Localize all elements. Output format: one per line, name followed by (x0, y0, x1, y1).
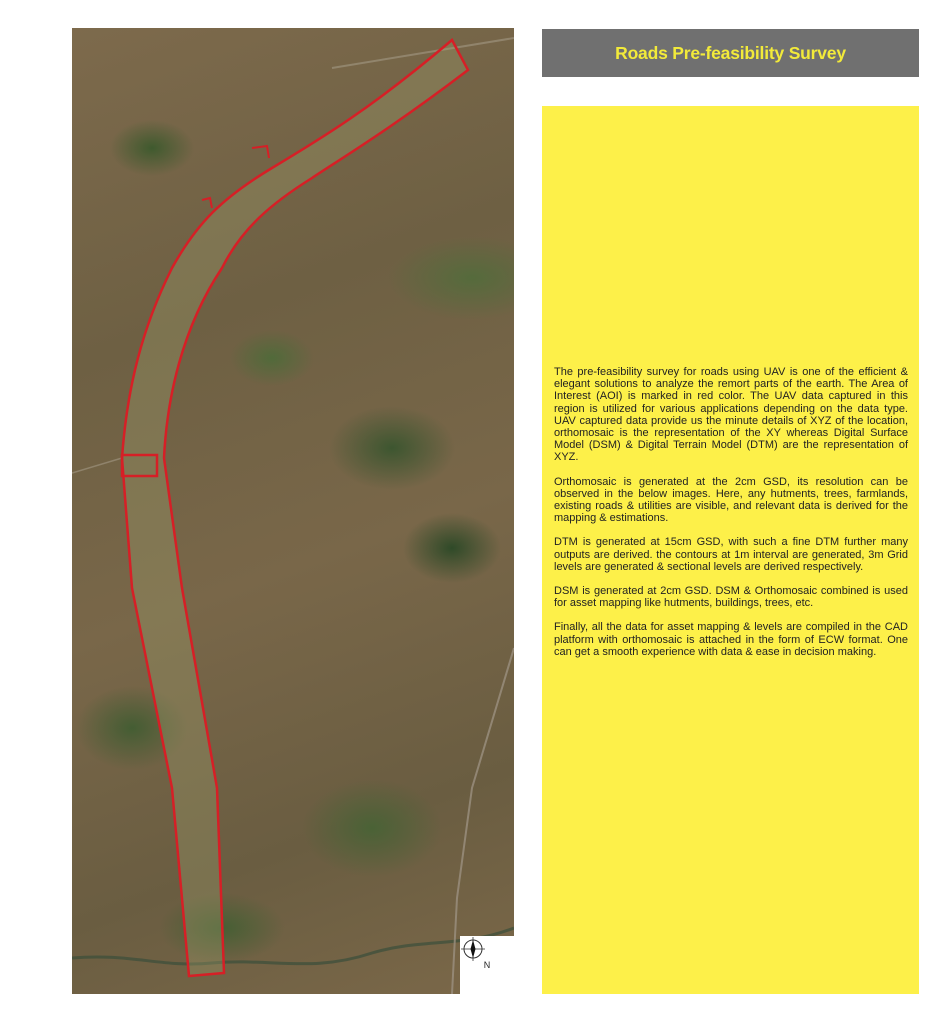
paragraph-overview: The pre-feasibility survey for roads using UAV is one of the efficient & elegant solutions to analyze the remort parts of the earth. The Area of Interest (AOI) is marked in red color. The UAV data captured in this region is utilized for various applications depending on the data type. UAV captured data provide us the minute details of XYZ of the location, orthomosaic is the representation of the XY whereas Digital Surface Model (DSM) & Digital Terrain Model (DTM) are the representation of XYZ. (554, 366, 908, 464)
aoi-fill (122, 40, 468, 976)
paragraph-cad: Finally, all the data for asset mapping & levels are compiled in the CAD platform with orthomosaic is attached in the form of ECW format. One can get a smooth experience with data & ease in decision making. (554, 621, 908, 658)
page-title: Roads Pre-feasibility Survey (615, 42, 846, 63)
description-text (554, 366, 908, 670)
north-arrow (460, 936, 514, 994)
river (72, 928, 514, 964)
paragraph-dtm: DTM is generated at 15cm GSD, with such a fine DTM further many outputs are derived. the contours at 1m interval are generated, 3m Grid levels are generated & sectional levels are derived respectively. (554, 536, 908, 573)
compass-label: N (483, 960, 491, 970)
title-bar (542, 29, 919, 77)
paragraph-orthomosaic: Orthomosaic is generated at the 2cm GSD, its resolution can be observed in the below images. Here, any hutments, trees, farmlands, existing roads & utilities are visible, and relevant data is derived for the mapping & estimations. (554, 475, 908, 525)
map-overlay (72, 28, 514, 994)
existing-road (72, 458, 122, 473)
description-panel (542, 106, 919, 994)
satellite-map[interactable] (72, 28, 514, 994)
compass-icon (460, 936, 486, 962)
paragraph-dsm: DSM is generated at 2cm GSD. DSM & Orthomosaic combined is used for asset mapping like hutments, buildings, trees, etc. (554, 585, 908, 610)
aoi-notch (202, 198, 212, 208)
aoi-notch (252, 146, 269, 158)
